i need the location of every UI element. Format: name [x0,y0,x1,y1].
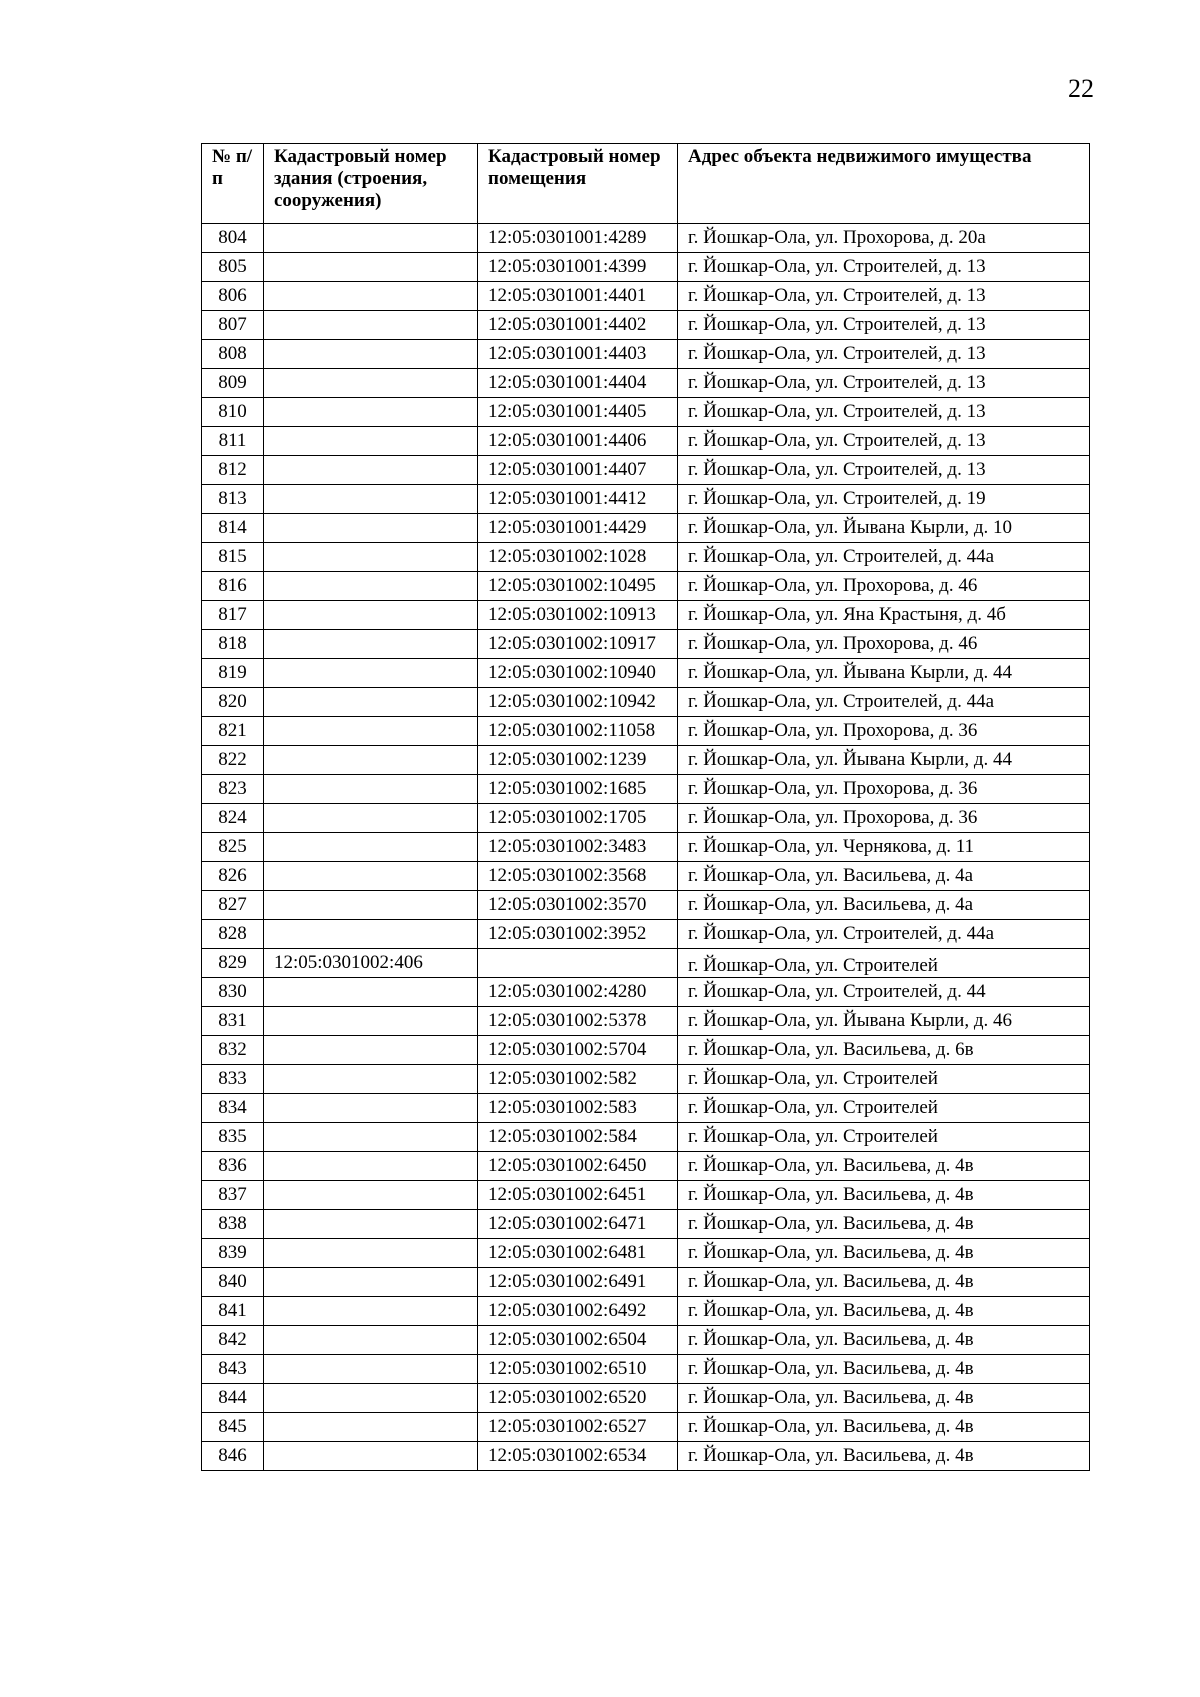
table-row [202,920,1090,949]
building-cadastral-cell [264,1094,478,1123]
building-cadastral-cell [264,862,478,891]
address-cell: г. Йошкар-Ола, ул. Строителей, д. 44 [678,978,1090,1007]
row-number-cell: 823 [202,775,264,804]
table-row [202,282,1090,311]
building-cadastral-cell [264,1210,478,1239]
building-cadastral-cell [264,253,478,282]
address-cell: г. Йошкар-Ола, ул. Прохорова, д. 36 [678,775,1090,804]
room-cadastral-cell: 12:05:0301002:10913 [478,601,678,630]
table-row [202,1181,1090,1210]
address-cell: г. Йошкар-Ола, ул. Строителей [678,1123,1090,1152]
building-cadastral-cell [264,369,478,398]
building-cadastral-cell [264,340,478,369]
room-cadastral-cell: 12:05:0301001:4399 [478,253,678,282]
building-cadastral-cell [264,1152,478,1181]
table-row [202,398,1090,427]
address-cell: г. Йошкар-Ола, ул. Строителей [678,949,1090,978]
building-cadastral-cell [264,1123,478,1152]
table-row [202,1442,1090,1471]
row-number-cell: 840 [202,1268,264,1297]
address-cell: г. Йошкар-Ола, ул. Васильева, д. 4в [678,1152,1090,1181]
room-cadastral-cell: 12:05:0301002:6534 [478,1442,678,1471]
room-cadastral-cell: 12:05:0301002:6471 [478,1210,678,1239]
row-number-cell: 835 [202,1123,264,1152]
building-cadastral-cell [264,1268,478,1297]
building-cadastral-cell [264,630,478,659]
room-cadastral-cell: 12:05:0301001:4406 [478,427,678,456]
building-cadastral-cell [264,659,478,688]
table-row [202,601,1090,630]
table-row [202,1384,1090,1413]
room-cadastral-cell: 12:05:0301002:6451 [478,1181,678,1210]
address-cell: г. Йошкар-Ола, ул. Васильева, д. 4в [678,1355,1090,1384]
table-row [202,891,1090,920]
address-cell: г. Йошкар-Ола, ул. Прохорова, д. 46 [678,572,1090,601]
address-cell: г. Йошкар-Ола, ул. Строителей [678,1094,1090,1123]
table-row [202,717,1090,746]
address-cell: г. Йошкар-Ола, ул. Строителей, д. 13 [678,369,1090,398]
row-number-cell: 808 [202,340,264,369]
row-number-cell: 813 [202,485,264,514]
row-number-cell: 810 [202,398,264,427]
room-cadastral-cell: 12:05:0301002:1028 [478,543,678,572]
room-cadastral-cell: 12:05:0301001:4401 [478,282,678,311]
building-cadastral-cell [264,1355,478,1384]
building-cadastral-cell [264,746,478,775]
table-body [202,224,1090,1471]
row-number-cell: 829 [202,949,264,978]
table-row [202,311,1090,340]
table-row [202,253,1090,282]
row-number-cell: 816 [202,572,264,601]
table-row [202,1036,1090,1065]
row-number-cell: 820 [202,688,264,717]
building-cadastral-cell [264,804,478,833]
row-number-cell: 804 [202,224,264,253]
address-cell: г. Йошкар-Ола, ул. Васильева, д. 4а [678,891,1090,920]
row-number-cell: 807 [202,311,264,340]
row-number-cell: 832 [202,1036,264,1065]
room-cadastral-cell: 12:05:0301002:6450 [478,1152,678,1181]
address-cell: г. Йошкар-Ола, ул. Йывана Кырли, д. 44 [678,659,1090,688]
row-number-cell: 805 [202,253,264,282]
building-cadastral-cell [264,1297,478,1326]
building-cadastral-cell [264,1239,478,1268]
room-cadastral-cell: 12:05:0301002:10942 [478,688,678,717]
table-row [202,340,1090,369]
room-cadastral-cell: 12:05:0301002:6491 [478,1268,678,1297]
building-cadastral-cell [264,427,478,456]
row-number-cell: 839 [202,1239,264,1268]
row-number-cell: 842 [202,1326,264,1355]
address-cell: г. Йошкар-Ола, ул. Васильева, д. 4в [678,1326,1090,1355]
address-cell: г. Йошкар-Ола, ул. Прохорова, д. 46 [678,630,1090,659]
table-row [202,630,1090,659]
building-cadastral-cell [264,688,478,717]
table-row [202,804,1090,833]
building-cadastral-cell [264,978,478,1007]
table-row [202,1297,1090,1326]
table-row [202,978,1090,1007]
room-cadastral-cell: 12:05:0301002:1239 [478,746,678,775]
address-cell: г. Йошкар-Ола, ул. Васильева, д. 4в [678,1384,1090,1413]
table-row [202,572,1090,601]
row-number-cell: 836 [202,1152,264,1181]
building-cadastral-cell [264,920,478,949]
row-number-cell: 844 [202,1384,264,1413]
row-number-cell: 817 [202,601,264,630]
room-cadastral-cell: 12:05:0301001:4289 [478,224,678,253]
address-cell: г. Йошкар-Ола, ул. Васильева, д. 4в [678,1210,1090,1239]
table-row [202,1065,1090,1094]
address-cell: г. Йошкар-Ола, ул. Прохорова, д. 20а [678,224,1090,253]
building-cadastral-cell [264,572,478,601]
table-row [202,1123,1090,1152]
building-cadastral-cell [264,282,478,311]
building-cadastral-cell [264,775,478,804]
row-number-cell: 833 [202,1065,264,1094]
address-cell: г. Йошкар-Ола, ул. Строителей, д. 19 [678,485,1090,514]
room-cadastral-cell: 12:05:0301002:10495 [478,572,678,601]
building-cadastral-cell [264,311,478,340]
row-number-cell: 846 [202,1442,264,1471]
building-cadastral-cell: 12:05:0301002:406 [264,949,478,978]
room-cadastral-cell: 12:05:0301002:6527 [478,1413,678,1442]
row-number-cell: 838 [202,1210,264,1239]
room-cadastral-cell: 12:05:0301001:4405 [478,398,678,427]
table-row [202,543,1090,572]
room-cadastral-cell: 12:05:0301002:1685 [478,775,678,804]
address-cell: г. Йошкар-Ола, ул. Васильева, д. 4в [678,1268,1090,1297]
building-cadastral-cell [264,1442,478,1471]
address-cell: г. Йошкар-Ола, ул. Строителей, д. 44а [678,920,1090,949]
address-cell: г. Йошкар-Ола, ул. Васильева, д. 4а [678,862,1090,891]
room-cadastral-cell: 12:05:0301002:3952 [478,920,678,949]
building-cadastral-cell [264,1326,478,1355]
room-cadastral-cell: 12:05:0301002:6481 [478,1239,678,1268]
address-cell: г. Йошкар-Ола, ул. Строителей, д. 44а [678,543,1090,572]
address-cell: г. Йошкар-Ола, ул. Васильева, д. 4в [678,1181,1090,1210]
row-number-cell: 822 [202,746,264,775]
row-number-cell: 828 [202,920,264,949]
building-cadastral-cell [264,1384,478,1413]
building-cadastral-cell [264,1036,478,1065]
address-cell: г. Йошкар-Ола, ул. Васильева, д. 4в [678,1442,1090,1471]
row-number-cell: 806 [202,282,264,311]
room-cadastral-cell: 12:05:0301002:4280 [478,978,678,1007]
room-cadastral-cell: 12:05:0301002:3570 [478,891,678,920]
row-number-cell: 827 [202,891,264,920]
table-row [202,1413,1090,1442]
room-cadastral-cell: 12:05:0301002:6492 [478,1297,678,1326]
building-cadastral-cell [264,1007,478,1036]
building-cadastral-cell [264,891,478,920]
row-number-cell: 812 [202,456,264,485]
address-cell: г. Йошкар-Ола, ул. Строителей [678,1065,1090,1094]
header-room-cadastral: Кадастровый номер помещения [478,144,678,224]
row-number-cell: 819 [202,659,264,688]
table-row [202,1355,1090,1384]
room-cadastral-cell: 12:05:0301001:4407 [478,456,678,485]
table-row [202,514,1090,543]
address-cell: г. Йошкар-Ола, ул. Йывана Кырли, д. 44 [678,746,1090,775]
building-cadastral-cell [264,485,478,514]
building-cadastral-cell [264,833,478,862]
room-cadastral-cell: 12:05:0301002:1705 [478,804,678,833]
building-cadastral-cell [264,1065,478,1094]
building-cadastral-cell [264,398,478,427]
row-number-cell: 831 [202,1007,264,1036]
address-cell: г. Йошкар-Ола, ул. Строителей, д. 13 [678,427,1090,456]
room-cadastral-cell: 12:05:0301002:5378 [478,1007,678,1036]
room-cadastral-cell: 12:05:0301002:6520 [478,1384,678,1413]
address-cell: г. Йошкар-Ола, ул. Строителей, д. 13 [678,282,1090,311]
table-row [202,1326,1090,1355]
table-row [202,1268,1090,1297]
building-cadastral-cell [264,543,478,572]
table-row [202,1007,1090,1036]
room-cadastral-cell: 12:05:0301002:6504 [478,1326,678,1355]
header-number: № п/п [202,144,264,224]
room-cadastral-cell: 12:05:0301001:4404 [478,369,678,398]
table-row [202,862,1090,891]
row-number-cell: 824 [202,804,264,833]
row-number-cell: 837 [202,1181,264,1210]
address-cell: г. Йошкар-Ола, ул. Йывана Кырли, д. 10 [678,514,1090,543]
table-row [202,485,1090,514]
table-row [202,688,1090,717]
building-cadastral-cell [264,1181,478,1210]
row-number-cell: 811 [202,427,264,456]
room-cadastral-cell: 12:05:0301002:10940 [478,659,678,688]
address-cell: г. Йошкар-Ола, ул. Чернякова, д. 11 [678,833,1090,862]
room-cadastral-cell: 12:05:0301002:11058 [478,717,678,746]
room-cadastral-cell [478,949,678,978]
building-cadastral-cell [264,1413,478,1442]
header-address: Адрес объекта недвижимого имущества [678,144,1090,224]
table-row [202,949,1090,978]
row-number-cell: 841 [202,1297,264,1326]
row-number-cell: 809 [202,369,264,398]
room-cadastral-cell: 12:05:0301002:583 [478,1094,678,1123]
address-cell: г. Йошкар-Ола, ул. Прохорова, д. 36 [678,717,1090,746]
building-cadastral-cell [264,514,478,543]
room-cadastral-cell: 12:05:0301001:4403 [478,340,678,369]
table-row [202,369,1090,398]
address-cell: г. Йошкар-Ола, ул. Строителей, д. 13 [678,340,1090,369]
building-cadastral-cell [264,717,478,746]
row-number-cell: 834 [202,1094,264,1123]
address-cell: г. Йошкар-Ола, ул. Йывана Кырли, д. 46 [678,1007,1090,1036]
address-cell: г. Йошкар-Ола, ул. Строителей, д. 13 [678,398,1090,427]
address-cell: г. Йошкар-Ола, ул. Строителей, д. 13 [678,311,1090,340]
page-number: 22 [1068,74,1094,103]
address-cell: г. Йошкар-Ола, ул. Яна Крастыня, д. 4б [678,601,1090,630]
row-number-cell: 818 [202,630,264,659]
row-number-cell: 826 [202,862,264,891]
room-cadastral-cell: 12:05:0301002:3483 [478,833,678,862]
row-number-cell: 814 [202,514,264,543]
table-row [202,775,1090,804]
room-cadastral-cell: 12:05:0301002:584 [478,1123,678,1152]
address-cell: г. Йошкар-Ола, ул. Васильева, д. 6в [678,1036,1090,1065]
row-number-cell: 830 [202,978,264,1007]
room-cadastral-cell: 12:05:0301001:4429 [478,514,678,543]
table-row [202,833,1090,862]
room-cadastral-cell: 12:05:0301001:4412 [478,485,678,514]
room-cadastral-cell: 12:05:0301002:10917 [478,630,678,659]
table-row [202,1094,1090,1123]
property-registry-table [201,143,1090,1471]
room-cadastral-cell: 12:05:0301001:4402 [478,311,678,340]
address-cell: г. Йошкар-Ола, ул. Строителей, д. 13 [678,456,1090,485]
room-cadastral-cell: 12:05:0301002:6510 [478,1355,678,1384]
table-row [202,427,1090,456]
address-cell: г. Йошкар-Ола, ул. Строителей, д. 44а [678,688,1090,717]
row-number-cell: 845 [202,1413,264,1442]
building-cadastral-cell [264,456,478,485]
address-cell: г. Йошкар-Ола, ул. Васильева, д. 4в [678,1239,1090,1268]
table-row [202,1239,1090,1268]
address-cell: г. Йошкар-Ола, ул. Васильева, д. 4в [678,1413,1090,1442]
row-number-cell: 825 [202,833,264,862]
room-cadastral-cell: 12:05:0301002:3568 [478,862,678,891]
building-cadastral-cell [264,601,478,630]
table-row [202,224,1090,253]
table-row [202,1210,1090,1239]
room-cadastral-cell: 12:05:0301002:582 [478,1065,678,1094]
table-row [202,746,1090,775]
room-cadastral-cell: 12:05:0301002:5704 [478,1036,678,1065]
table-header-row [202,144,1090,224]
header-building-cadastral: Кадастровый номер здания (строения, сооружения) [264,144,478,224]
address-cell: г. Йошкар-Ола, ул. Васильева, д. 4в [678,1297,1090,1326]
address-cell: г. Йошкар-Ола, ул. Прохорова, д. 36 [678,804,1090,833]
row-number-cell: 843 [202,1355,264,1384]
table-row [202,1152,1090,1181]
building-cadastral-cell [264,224,478,253]
row-number-cell: 815 [202,543,264,572]
address-cell: г. Йошкар-Ола, ул. Строителей, д. 13 [678,253,1090,282]
table-row [202,659,1090,688]
table-row [202,456,1090,485]
row-number-cell: 821 [202,717,264,746]
